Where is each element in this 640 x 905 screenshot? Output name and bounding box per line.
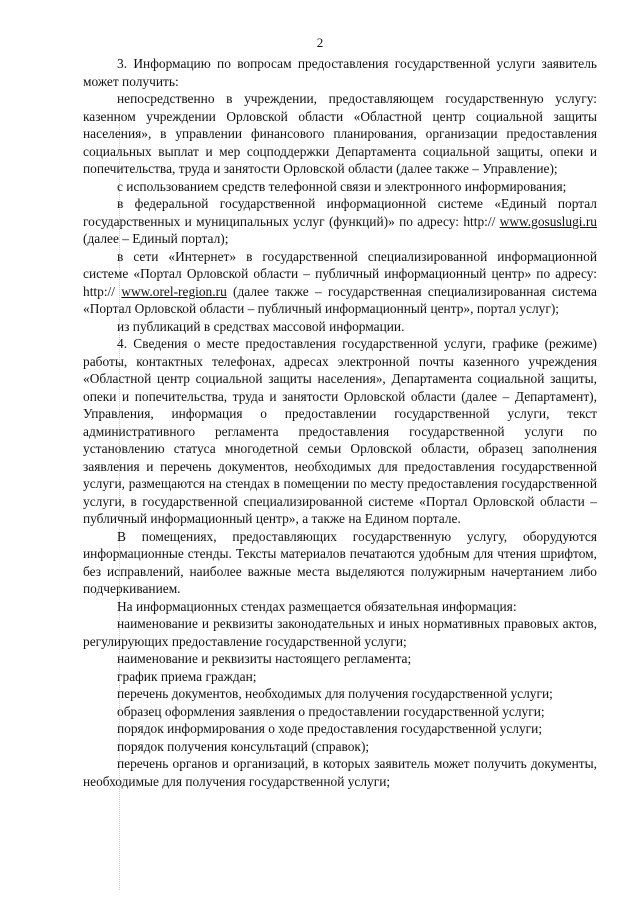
paragraph: наименование и реквизиты настоящего регламента;	[117, 651, 412, 666]
paragraph: На информационных стендах размещается обязательная информация:	[117, 598, 517, 614]
paragraph: перечень органов и организаций, в которых заявитель может получить документы, необходимые для получения государственной услуги;	[83, 756, 597, 789]
paragraph: график приема граждан;	[117, 668, 257, 684]
paragraph: непосредственно в учреждении, предоставляющем государственную услугу: казенном учреждении Орловской области «Областной центр социальной защиты населения», в управлении финансового планирования, организации предоставления социальных выплат и мер соцподдержки Департамента социальной защиты, опеки и попечительства, труда и занятости Орловской области (далее также – Управление);	[83, 91, 597, 176]
paragraph: 4. Сведения о месте предоставления государственной услуги, графике (режиме) работы, контактных телефонах, адресах электронной почты казенного учреждения «Областной центр социальной защиты населения», Департамента социальной защиты, опеки и попечительства, труда и занятости Орловской области (далее – Департамент), Управления, информация о предоставлении государственной услуги, текст административного регламента предоставления государственной услуги по установлению статуса многодетной семьи Орловской области, образец заполнения заявления и перечень документов, необходимых для предоставления государственной услуги, размещаются на стендах в помещении по месту предоставления государственной услуги, в государственной специализированной системе «Портал Орловской области – публичный информационный центр», а также на Едином портале.	[83, 336, 597, 526]
paragraph: порядок получения консультаций (справок);	[117, 738, 370, 754]
paragraph: наименование и реквизиты законодательных и иных нормативных правовых актов, регулирующих предоставление государственной услуги;	[83, 616, 597, 649]
web-address-link: www.orel-region.ru	[121, 283, 227, 299]
paragraph-orel-region: в сети «Интернет» в государственной специализированной информационной системе «Портал Орловской области – публичный информационный центр» по адресу: http:// www.orel-region.ru (далее также – государственная специализированная система «Портал Орловской области – публичный информационный центр», портал услуг);	[83, 248, 598, 316]
paragraph: В помещениях, предоставляющих государственную услугу, оборудуются информационные стенды. Тексты материалов печатаются удобным для чтения шрифтом, без исправлений, наиболее важные места выделяются полужирным начертанием либо подчеркиванием.	[83, 528, 597, 596]
web-address-link: www.gosuslugi.ru	[499, 213, 597, 229]
paragraph: образец оформления заявления о предоставлении государственной услуги;	[117, 703, 545, 719]
page-number: 2	[316, 35, 324, 50]
paragraph: с использованием средств телефонной связи и электронного информирования;	[117, 178, 567, 194]
paragraph: порядок информирования о ходе предоставления государственной услуги;	[117, 721, 543, 736]
paragraph: из публикаций в средствах массовой информации.	[117, 318, 405, 334]
paragraph-gosuslugi: в федеральной государственной информационной системе «Единый портал государственных и муниципальных услуг (функций)» по адресу: http:// www.gosuslugi.ru (далее – Единый портал);	[83, 196, 597, 246]
paragraph: 3. Информацию по вопросам предоставления государственной услуги заявитель может получить:	[83, 56, 597, 89]
paragraph: перечень документов, необходимых для получения государственной услуги;	[117, 686, 553, 701]
document-body	[83, 55, 597, 790]
